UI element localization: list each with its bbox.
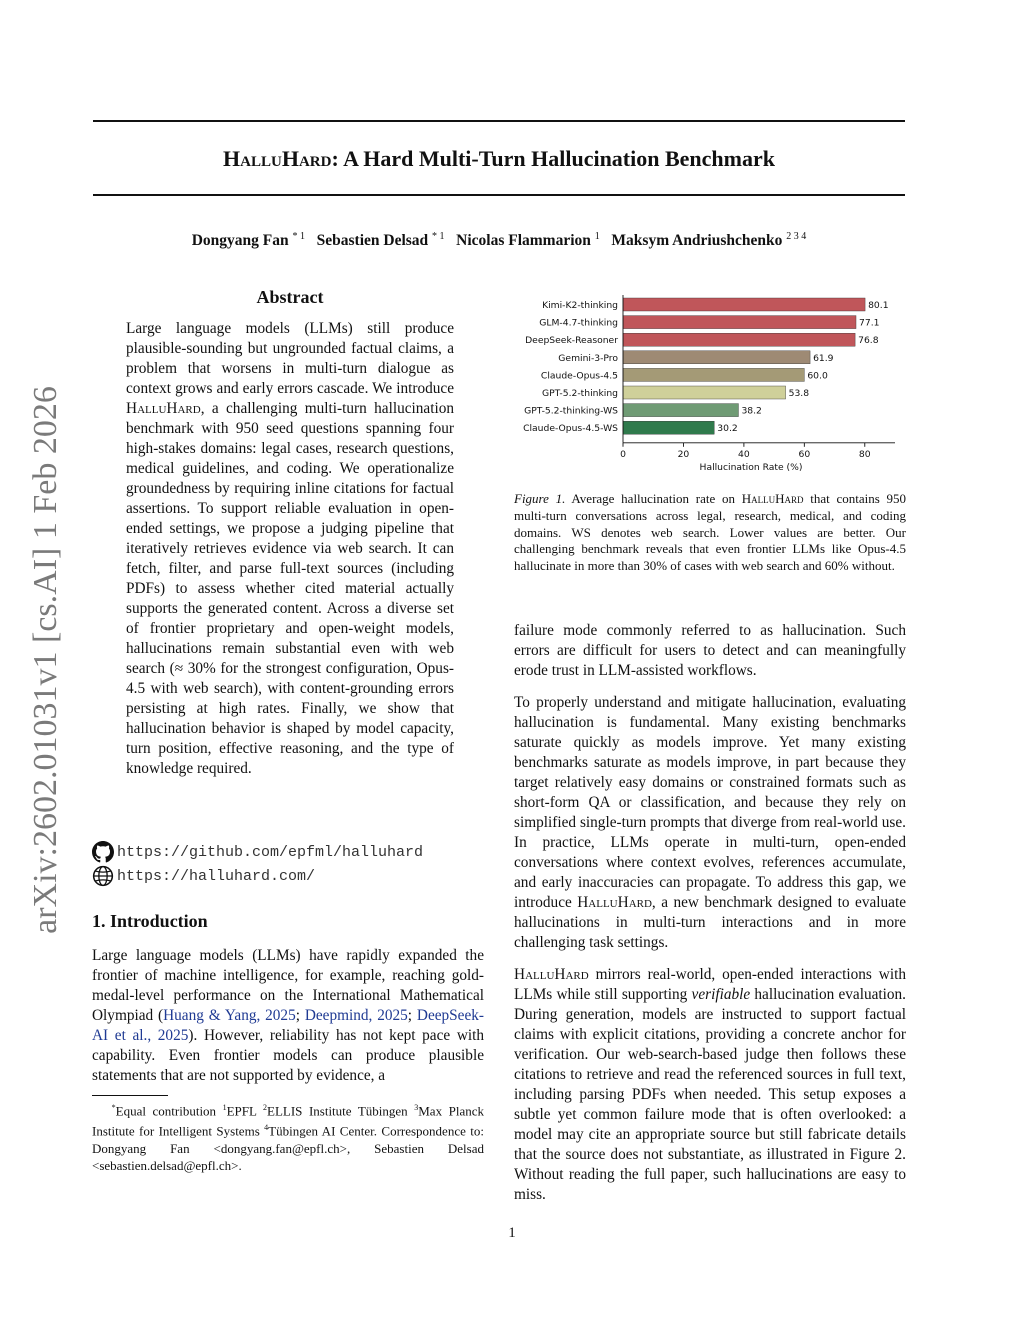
citation-link[interactable]: Huang & Yang, 2025 xyxy=(163,1007,296,1024)
top-rule xyxy=(93,120,905,122)
chart-value-label: 30.2 xyxy=(717,423,738,435)
page-number: 1 xyxy=(508,1225,516,1241)
author: Dongyang Fan $^{* 1}$ xyxy=(191,231,305,250)
paragraph: HalluHard mirrors real-world, open-ended interactions with LLMs while still supporting verifiable hallucination evaluation. During generation, models are instructed to support factual claims with explicit citations, providing a concrete anchor for verification. Our web-search-based judge then follows these citations to retrieve and read the referenced sources in full text, including parsing PDFs when needed. This setup exposes a subtle yet common failure mode that is often overlooked: a model may cite an appropriate source but still fabricate details that the source does not substantiate, as illustrated in Figure 2. Without reading the full paper, such hallucinations are easy to miss. xyxy=(514,966,907,1203)
paper-title: HalluHard: A Hard Multi-Turn Hallucination Benchmark xyxy=(223,146,775,171)
chart-bar xyxy=(623,333,855,346)
chart-x-tick-label: 20 xyxy=(677,448,690,460)
citation-link[interactable]: Deepmind, 2025 xyxy=(304,1007,408,1024)
chart-x-axis-label: Hallucination Rate (%) xyxy=(699,461,803,473)
chart-bar xyxy=(623,351,810,364)
chart-value-label: 60.0 xyxy=(807,370,828,382)
chart-value-label: 61.9 xyxy=(813,352,834,364)
chart-bar xyxy=(623,404,738,417)
author: Nicolas Flammarion $^1$ xyxy=(456,231,600,250)
website-link[interactable] xyxy=(92,864,423,888)
right-column-text xyxy=(514,621,906,1217)
globe-icon xyxy=(92,865,114,887)
chart-value-label: 80.1 xyxy=(868,300,889,311)
website-url[interactable]: https://halluhard.com/ xyxy=(117,867,316,885)
hallucination-rate-chart xyxy=(510,292,906,478)
chart-value-label: 77.1 xyxy=(859,317,880,329)
author: Sebastien Delsad $^{* 1}$ xyxy=(316,231,445,250)
author-list xyxy=(93,231,905,250)
footnote: *Equal contribution $^1$EPFL $^2$ELLIS Institute Tübingen $^3$Max Planck Institute for Intelligent Systems $^4$Tübingen AI Center. Correspondence to: Dongyang Fan <dongyang.fan@epfl.ch>, Sebastien Delsad <sebastien.delsad@epfl.ch>. xyxy=(92,1103,484,1173)
abstract-text: Large language models (LLMs) still produce plausible-sounding but ungrounded factual claims, a problem that worsens in multi-turn dialogue as context grows and early errors cascade. We introduce HalluHard, a challenging multi-turn hallucination benchmark with 950 seed questions spanning four high-stakes domains: legal cases, research questions, medical guidelines, and coding. We operationalize groundedness by requiring inline citations for factual assertions. To support reliable evaluation in open-ended settings, we propose a judging pipeline that iteratively retrieves evidence via web search. It can fetch, filter, and parse full-text sources (including PDFs) to assess whether cited material actually supports the generated content. Across a diverse set of frontier proprietary and open-weight models, hallucinations remain substantial even with web search (≈ 30% for the strongest configuration, Opus-4.5 with web search), with content-grounding errors persisting at high rates. Finally, we show that hallucination behavior is shaped by model capacity, turn position, effective reasoning, and the type of knowledge required. xyxy=(126,320,454,777)
paragraph: failure mode commonly referred to as hallucination. Such errors are difficult for users to detect and can meaningfully erode trust in LLM-assisted workflows. xyxy=(514,622,906,679)
footnote-rule xyxy=(92,1095,168,1096)
chart-value-label: 38.2 xyxy=(741,405,762,417)
title-bottom-rule xyxy=(93,194,905,196)
chart-x-tick-label: 60 xyxy=(798,448,811,460)
chart-category-label: Claude-Opus-4.5-WS xyxy=(523,423,618,435)
chart-x-tick-label: 0 xyxy=(620,448,626,460)
citation-link[interactable]: DeepSeek-AI et al., 2025 xyxy=(92,1007,484,1044)
github-icon xyxy=(92,841,114,863)
chart-category-label: GPT-5.2-thinking-WS xyxy=(524,405,618,417)
resource-links xyxy=(92,840,423,888)
chart-category-label: DeepSeek-Reasoner xyxy=(525,335,618,347)
chart-bar xyxy=(623,368,804,381)
abstract-heading: Abstract xyxy=(256,287,324,307)
introduction-text: Large language models (LLMs) have rapidly expanded the frontier of machine intelligence, for example, reaching gold-medal-level performance on the International Mathematical Olympiad (Huang & Yang, 2025; Deepmind, 2025; DeepSeek-AI et al., 2025). However, reliability has not kept pace with capability. Even frontier models can produce plausible statements that are not supported by evidence, a xyxy=(92,947,485,1084)
github-link[interactable] xyxy=(92,840,423,864)
paragraph: To properly understand and mitigate hallucination, evaluating hallucination is fundamental. Many existing benchmarks saturate quickly as models improve. Yet many existing benchmarks saturate as models improve, in part because they target relatively easy domains or constrained formats such as short-form QA or classification, and because they rely on simplified single-turn prompts that diverge from real-world use. In practice, LLMs operate in multi-turn, open-ended conversations where context evolves, references accumulate, and early inaccuracies can propagate. To address this gap, we introduce HalluHard, a new benchmark designed to evaluate hallucinations in multi-turn interactions and in more challenging task settings. xyxy=(514,694,906,951)
chart-x-tick-label: 80 xyxy=(858,448,871,460)
author: Maksym Andriushchenko $^{2 3 4}$ xyxy=(611,231,807,250)
chart-category-label: Gemini-3-Pro xyxy=(558,352,618,364)
chart-category-label: Claude-Opus-4.5 xyxy=(540,370,618,382)
chart-bar xyxy=(623,316,856,329)
github-url[interactable]: https://github.com/epfml/halluhard xyxy=(117,843,424,861)
chart-x-tick-label: 40 xyxy=(738,448,750,460)
arxiv-id: arXiv:2602.01031v1 [cs.AI] 1 Feb 2026 xyxy=(27,386,64,934)
figure-caption: Figure 1. Average hallucination rate on HalluHard that contains 950 multi-turn conversations across legal, research, medical, and coding domains. WS denotes web search. Lower values are better. Our challenging benchmark reveals that even frontier LLMs like Opus-4.5 hallucinate in more than 30% of cases with web search and 60% without. xyxy=(514,491,906,574)
chart-bar xyxy=(623,421,714,434)
chart-bar xyxy=(623,298,865,311)
section-heading-introduction: 1. Introduction xyxy=(92,911,208,931)
chart-category-label: GLM-4.7-thinking xyxy=(539,317,618,329)
chart-value-label: 53.8 xyxy=(788,388,810,399)
chart-category-label: Kimi-K2-thinking xyxy=(542,300,618,311)
chart-category-label: GPT-5.2-thinking xyxy=(542,388,618,399)
chart-bar xyxy=(623,386,786,399)
chart-value-label: 76.8 xyxy=(858,335,879,347)
